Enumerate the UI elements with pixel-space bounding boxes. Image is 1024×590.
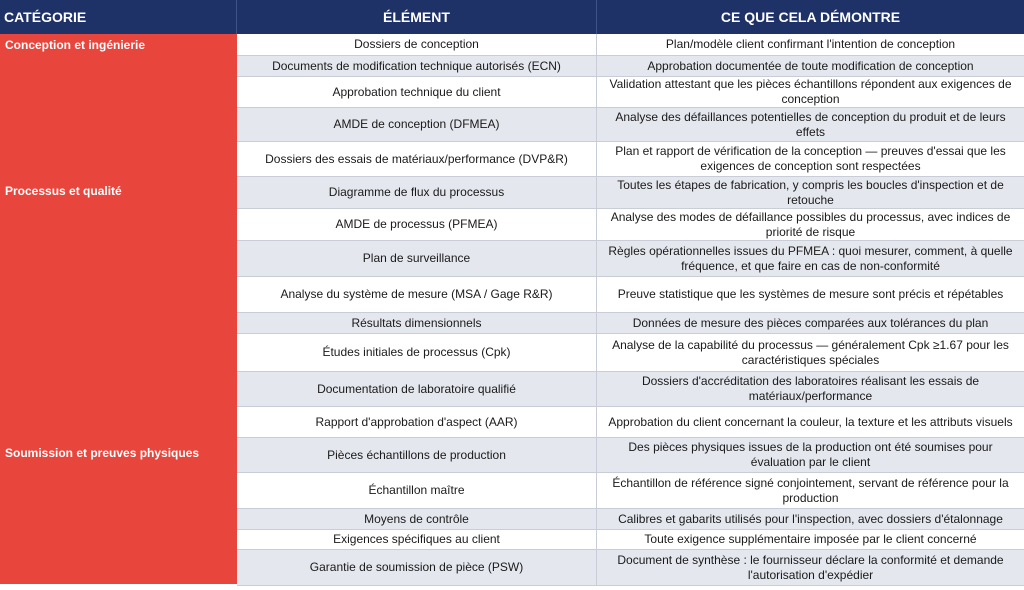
- header-demonstrates: CE QUE CELA DÉMONTRE: [720, 9, 901, 25]
- table-row: [237, 142, 1024, 177]
- row-element: Garantie de soumission de pièce (PSW): [237, 550, 597, 585]
- row-demonstrates: Analyse des modes de défaillance possibles du processus, avec indices de priorité de risque: [610, 209, 1011, 239]
- row-element: Plan de surveillance: [237, 241, 597, 276]
- row-element: Analyse du système de mesure (MSA / Gage R&R): [237, 277, 597, 312]
- table-body: [237, 34, 1024, 586]
- table-row: [237, 334, 1024, 372]
- row-demonstrates: Preuve statistique que les systèmes de mesure sont précis et répétables: [617, 287, 1004, 301]
- row-demonstrates: Approbation du client concernant la couleur, la texture et les attributs visuels: [608, 414, 1013, 429]
- table-row: [237, 56, 1024, 77]
- table-row: [237, 209, 1024, 241]
- row-element: Échantillon maître: [237, 473, 597, 508]
- row-element: AMDE de conception (DFMEA): [237, 108, 597, 141]
- table-row: [237, 372, 1024, 407]
- row-element: Pièces échantillons de production: [237, 438, 597, 472]
- row-demonstrates: Approbation documentée de toute modification de conception: [647, 58, 974, 73]
- table-row: [237, 550, 1024, 586]
- row-element: Documents de modification technique autorisés (ECN): [237, 56, 597, 76]
- table-row: [237, 277, 1024, 313]
- row-element: Dossiers de conception: [237, 34, 597, 55]
- category-column: [0, 34, 237, 584]
- row-demonstrates: Calibres et gabarits utilisés pour l'inspection, avec dossiers d'étalonnage: [618, 511, 1003, 526]
- table-row: [237, 473, 1024, 509]
- table-row: [237, 77, 1024, 108]
- category-submission-evidence: Soumission et preuves physiques: [5, 446, 200, 460]
- category-design-engineering: Conception et ingénierie: [5, 38, 146, 52]
- row-element: Rapport d'approbation d'aspect (AAR): [237, 407, 597, 437]
- table-row: [237, 313, 1024, 334]
- row-demonstrates: Document de synthèse : le fournisseur déclare la conformité et demande l'autorisation d'expédier: [617, 552, 1004, 582]
- header-category: CATÉGORIE: [0, 0, 237, 34]
- table-row: [237, 509, 1024, 530]
- header-element: ÉLÉMENT: [237, 0, 597, 34]
- row-element: Exigences spécifiques au client: [237, 530, 597, 549]
- table-row: [237, 530, 1024, 550]
- row-demonstrates: Analyse des défaillances potentielles de conception du produit et de leurs effets: [615, 109, 1006, 139]
- table-row: [237, 241, 1024, 277]
- row-demonstrates: Toutes les étapes de fabrication, y compris les boucles d'inspection et de retouche: [617, 177, 1004, 207]
- table-row: [237, 438, 1024, 473]
- row-element: AMDE de processus (PFMEA): [237, 209, 597, 240]
- row-demonstrates: Données de mesure des pièces comparées aux tolérances du plan: [632, 315, 989, 330]
- row-demonstrates: Toute exigence supplémentaire imposée par le client concerné: [644, 532, 977, 546]
- row-demonstrates: Échantillon de référence signé conjointement, servant de référence pour la production: [612, 475, 1009, 505]
- row-demonstrates: Plan et rapport de vérification de la conception — preuves d'essai que les exigences de conception sont respectées: [615, 144, 1006, 173]
- table-row: [237, 34, 1024, 56]
- row-demonstrates: Plan/modèle client confirmant l'intention de conception: [665, 37, 956, 51]
- row-demonstrates: Dossiers d'accréditation des laboratoires réalisant les essais de matériaux/performance: [641, 374, 980, 403]
- row-element: Dossiers des essais de matériaux/performance (DVP&R): [237, 142, 597, 176]
- row-demonstrates: Analyse de la capabilité du processus — généralement Cpk ≥1.67 pour les caractéristiques spéciales: [612, 337, 1009, 367]
- row-element: Documentation de laboratoire qualifié: [237, 372, 597, 406]
- row-element: Moyens de contrôle: [237, 509, 597, 529]
- table-row: [237, 407, 1024, 438]
- row-demonstrates: Règles opérationnelles issues du PFMEA : quoi mesurer, comment, à quelle fréquence, et que faire en cas de non-conformité: [608, 243, 1013, 273]
- category-process-quality: Processus et qualité: [5, 184, 122, 198]
- table-row: [237, 177, 1024, 209]
- row-element: Diagramme de flux du processus: [237, 177, 597, 208]
- row-element: Approbation technique du client: [237, 77, 597, 107]
- row-element: Études initiales de processus (Cpk): [237, 334, 597, 371]
- row-element: Résultats dimensionnels: [237, 313, 597, 333]
- table-header: [0, 0, 1024, 34]
- table-row: [237, 108, 1024, 142]
- row-demonstrates: Validation attestant que les pièces échantillons répondent aux exigences de conception: [609, 77, 1012, 106]
- row-demonstrates: Des pièces physiques issues de la production ont été soumises pour évaluation par le client: [628, 440, 993, 469]
